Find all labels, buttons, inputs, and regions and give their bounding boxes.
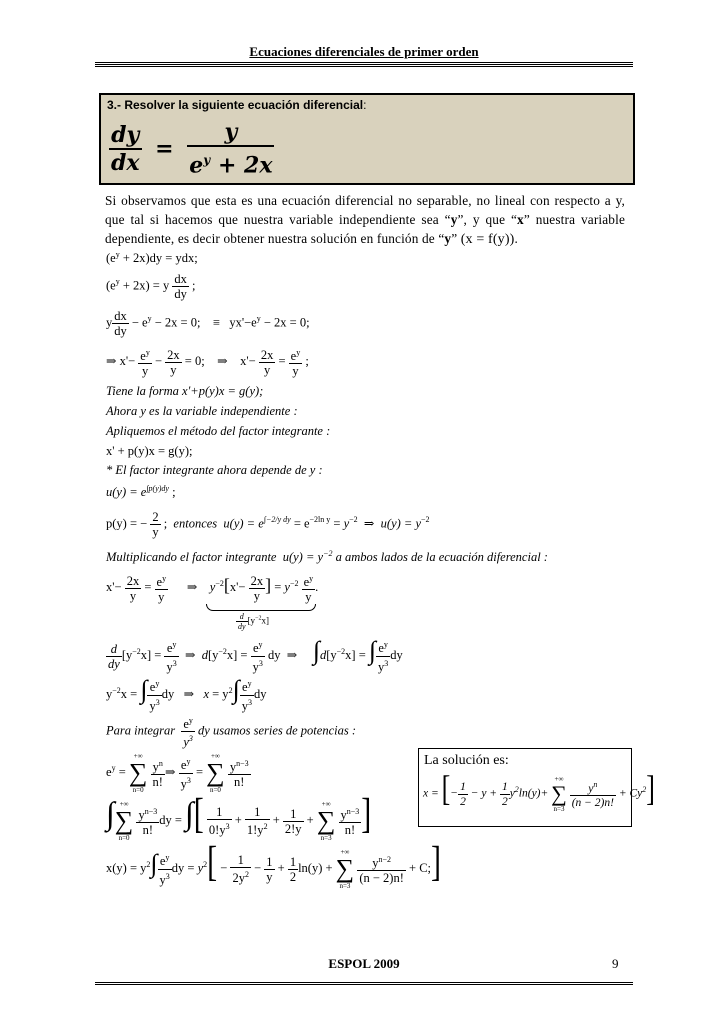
footer-rule: [95, 982, 633, 985]
step-linear-form: x' + p(y)x = g(y);: [106, 444, 193, 458]
step-integrate: $y^{-2}x$ = ∫ $\frac{e^y}{y^3}$ dy ⇒ $x = y^2\int$ $\frac{e^y}{y^3}$ dy: [106, 675, 267, 713]
step-p-of-y: p(y) = − $\frac{2}{y}$ ; entonces $u(y) = e^{\int-2/y dy} = e^{-2ln y} = y^{-2}$ ⇒ $u(y) = y^{-2}$: [106, 510, 430, 539]
underbrace: [206, 604, 316, 611]
step-4: ⇒ x'− $\frac{e^y}{y}$ − $\frac{2x}{y}$ = 0; ⇒ x'− $\frac{2x}{y}$ = $\frac{e^y}{y}$ ;: [106, 347, 309, 379]
intro-paragraph: Si observamos que esta es una ecuación diferencial no separable, no lineal con respecto a y, que tal si hacemos que nuestra variable independiente sea “y”, y que “x” nuestra variable dependiente, es decir obtener nuestra solución en función de “y” (x = f(y)).: [105, 193, 625, 247]
step-2: $(e^y + 2x) = y$ $\frac{dx}{dy}$ ;: [106, 272, 196, 301]
note-form: Tiene la forma x'+p(y)x = g(y);: [106, 384, 264, 398]
result-expression: x = [− $\frac{1}{2}$ − y + $\frac{1}{2}$ $y^2\ln(y)+$ +∞ ∑ n=3 $\frac{y^n}{(n - 2)n!}$ + $Cy^2$]: [423, 767, 655, 813]
step-multiplied: x'− $\frac{2x}{y}$ = $\frac{e^y}{y}$ ⇒ $y^{-2}[x'-$ $\frac{2x}{y}$ ] = $y^{-2}$ $\frac{e^y}{y}$ .: [106, 573, 319, 605]
step-series: $e^y$ = +∞ ∑ n=0 $\frac{y^n}{n!}$ ⇒ $\frac{e^y}{y^3}$ = +∞ ∑ n=0 $\frac{y^{n-3}}{n!}$: [106, 752, 249, 794]
problem-box: [99, 93, 635, 185]
note-factor: * El factor integrante ahora depende de y :: [106, 463, 323, 477]
step-1: $(e^y + 2x)dy$ = ydx;: [106, 250, 198, 266]
step-derivative: $\frac{d}{dy}$ $[y^{-2}x]$ = $\frac{e^y}{y^3}$ ⇒ $d[y^{-2}x]$ = $\frac{e^y}{y^3}$ dy ⇒ $\int d[y^{-2}x]$ = ∫ $\frac{e^y}{y^3}$ dy: [108, 636, 403, 674]
step-solution: $x(y) = y^2\int$ $\frac{e^y}{y^3}$ dy = $y^2$[ − $\frac{1}{2y^2}$ − $\frac{1}{y}$ + $\frac{1}{2}$ ln(y) + +∞ ∑ n=3 $\frac{y^{n-2}}{(n - 2)n!}$ + C;]: [106, 839, 442, 891]
note-independent: Ahora y es la variable independiente :: [106, 404, 298, 418]
note-series: Para integrar $\frac{e^y}{y^3}$ dy usamos series de potencias :: [106, 716, 357, 750]
note-method: Apliquemos el método del factor integrante :: [106, 424, 331, 438]
note-multiply: Multiplicando el factor integrante $u(y) = y^{-2}$ a ambos lados de la ecuación diferencial :: [106, 549, 548, 565]
result-box: [418, 748, 655, 827]
problem-heading: 3.- Resolver la siguiente ecuación diferencial:: [107, 98, 367, 112]
page-number: 9: [612, 956, 619, 971]
header-rule-double: [95, 64, 633, 67]
step-3: y $\frac{dx}{dy}$ − $e^y - 2x = 0$; ≡ $yx'-e^y - 2x = 0$;: [106, 309, 310, 338]
result-title: La solución es:: [424, 753, 509, 768]
step-factor-definition: $u(y) = e^{\int p(y)dy}$ ;: [106, 484, 176, 500]
problem-equation: $\frac{dy}{dx}$ = $\frac{y}{e^y + 2x}$: [111, 119, 273, 179]
footer-text: ESPOL 2009: [328, 956, 400, 971]
header-rule: [95, 62, 633, 63]
header-title: Ecuaciones diferenciales de primer orden: [249, 44, 479, 59]
step-series-integral: ∫ +∞ ∑ n=0 $\frac{y^{n-3}}{n!}$ dy = ∫[ $\frac{1}{0!y^3}$ + $\frac{1}{1!y^2}$ + $\frac{1}{2!y}$ + +∞ ∑ n=3 $\frac{y^{n-3}}{n!}$ ]: [106, 791, 372, 843]
underbrace-label: $\frac{d}{dy}$ $[y^{-2}x]$: [238, 612, 269, 631]
